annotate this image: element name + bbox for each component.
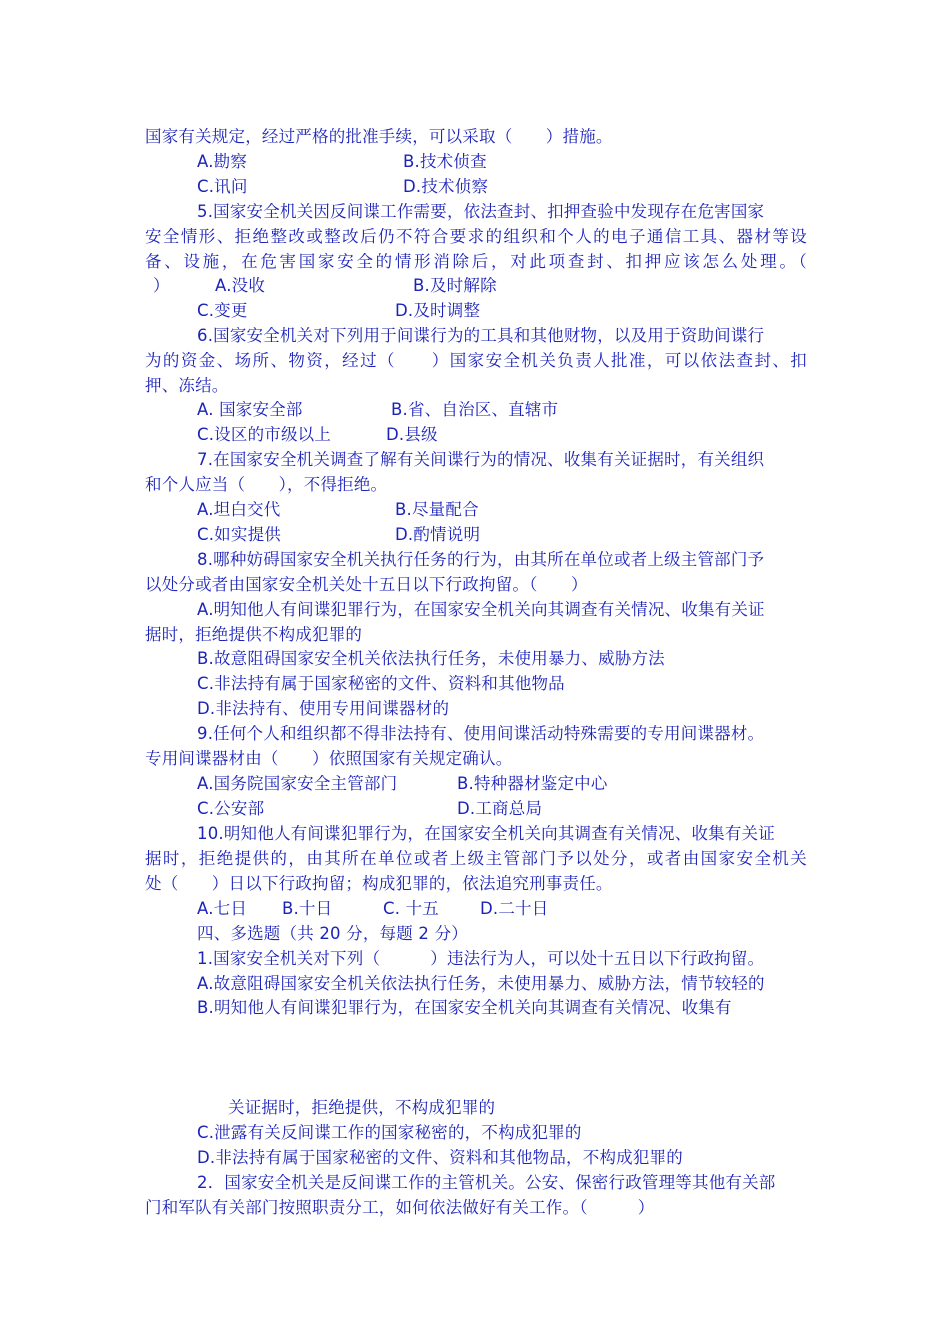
text-line: 为的资金、场所、物资，经过（ ）国家安全机关负责人批准，可以依法查封、扣 [145,351,807,370]
option-b: B.省、自治区、直辖市 [391,400,559,419]
option-c: C.讯问 [197,177,248,196]
option-c: C.非法持有属于国家秘密的文件、资料和其他物品 [197,674,565,693]
section-heading: 四、多选题（共 20 分，每题 2 分） [197,924,468,943]
option-a: A.明知他人有间谍犯罪行为，在国家安全机关向其调查有关情况、收集有关证 [197,600,765,619]
question-7: 7.在国家安全机关调查了解有关间谍行为的情况、收集有关证据时，有关组织 [197,450,765,469]
option-b: B.尽量配合 [395,500,479,519]
text-line: 安全情形、拒绝整改或整改后仍不符合要求的组织和个人的电子通信工具、器材等设 [145,227,807,246]
option-b: B.故意阻碍国家安全机关依法执行任务，未使用暴力、威胁方法 [197,649,665,668]
text-line: 押、冻结。 [145,376,229,395]
option-b: B.及时解除 [413,276,497,295]
text-line: 和个人应当（ ），不得拒绝。 [145,475,388,494]
text-line: 备、设施，在危害国家安全的情形消除后，对此项查封、扣押应该怎么处理。（ [145,252,807,271]
option-a: A.勘察 [197,152,248,171]
option-c: C.如实提供 [197,525,281,544]
option-a: A.国务院国家安全主管部门 [197,774,398,793]
option-a: A.没收 [215,276,266,295]
option-a: A. 国家安全部 [197,400,303,419]
option-d: D.非法持有、使用专用间谍器材的 [197,699,450,718]
option-c: C.变更 [197,301,248,320]
question-5: 5.国家安全机关因反间谍工作需要，依法查封、扣押查验中发现存在危害国家 [197,202,765,221]
text-line: 关证据时，拒绝提供，不构成犯罪的 [228,1098,496,1117]
question-10: 10.明知他人有间谍犯罪行为，在国家安全机关向其调查有关情况、收集有关证 [197,824,775,843]
option-b: B.特种器材鉴定中心 [457,774,608,793]
text-line: 专用间谍器材由（ ）依照国家有关规定确认。 [145,749,513,768]
option-a: A.七日 [197,899,248,918]
option-d: D.县级 [386,425,438,444]
option-c: C.公安部 [197,799,265,818]
text-line: 国家有关规定，经过严格的批准手续，可以采取（ ）措施。 [145,127,613,146]
option-c: C.设区的市级以上 [197,425,332,444]
option-d: D.技术侦察 [403,177,489,196]
question-8: 8.哪种妨碍国家安全机关执行任务的行为，由其所在单位或者上级主管部门予 [197,550,765,569]
text-line: 据时，拒绝提供不构成犯罪的 [145,625,363,644]
text-line: 据时，拒绝提供的，由其所在单位或者上级主管部门予以处分，或者由国家安全机关 [145,849,807,868]
text-line: 处（ ）日以下行政拘留；构成犯罪的，依法追究刑事责任。 [145,874,613,893]
text-line: ） [153,276,170,295]
option-d: D.酌情说明 [395,525,481,544]
option-b: B.明知他人有间谍犯罪行为，在国家安全机关向其调查有关情况、收集有 [197,998,732,1017]
option-a: A.故意阻碍国家安全机关依法执行任务，未使用暴力、威胁方法，情节较轻的 [197,974,765,993]
question-6: 6.国家安全机关对下列用于间谍行为的工具和其他财物，以及用于资助间谍行 [197,326,765,345]
option-b: B.十日 [282,899,333,918]
option-d: D.非法持有属于国家秘密的文件、资料和其他物品，不构成犯罪的 [197,1148,683,1167]
option-d: D.工商总局 [457,799,543,818]
option-c: C.泄露有关反间谍工作的国家秘密的，不构成犯罪的 [197,1123,582,1142]
text-line: 门和军队有关部门按照职责分工，如何依法做好有关工作。（ ） [145,1198,655,1217]
text-line: 以处分或者由国家安全机关处十五日以下行政拘留。（ ） [145,575,588,594]
multi-question-1: 1.国家安全机关对下列（ ）违法行为人，可以处十五日以下行政拘留。 [197,949,765,968]
option-b: B.技术侦查 [403,152,487,171]
option-a: A.坦白交代 [197,500,281,519]
option-d: D.二十日 [480,899,549,918]
option-c: C. 十五 [383,899,440,918]
multi-question-2: 2．国家安全机关是反间谍工作的主管机关。公安、保密行政管理等其他有关部 [197,1173,776,1192]
question-9: 9.任何个人和组织都不得非法持有、使用间谍活动特殊需要的专用间谍器材。 [197,724,765,743]
option-d: D.及时调整 [395,301,481,320]
